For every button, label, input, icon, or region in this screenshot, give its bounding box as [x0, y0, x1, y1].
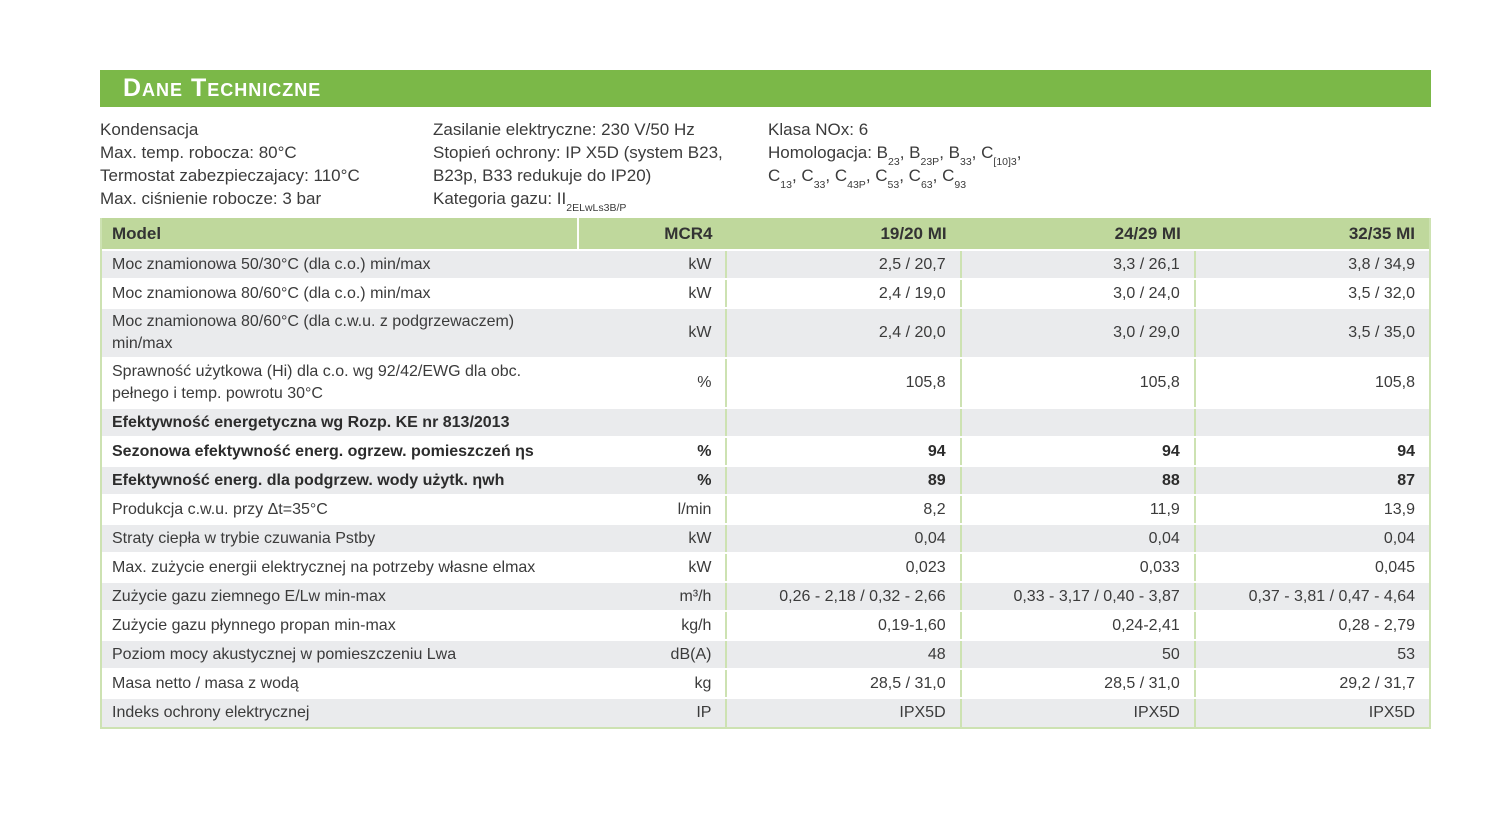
- spec-value: IPX5D: [726, 698, 960, 727]
- spec-label: Straty ciepła w trybie czuwania Pstby: [102, 524, 578, 553]
- spec-value: 0,28 - 2,79: [1195, 611, 1429, 640]
- spec-label: Max. zużycie energii elektrycznej na potrzeby własne elmax: [102, 553, 578, 582]
- spec-value: 105,8: [961, 358, 1195, 408]
- spec-value: 48: [726, 640, 960, 669]
- header-model: Model: [102, 218, 578, 250]
- table-row: [102, 279, 1429, 308]
- spec-label: Efektywność energ. dla podgrzew. wody użytk. ηwh: [102, 466, 578, 495]
- spec-label: Moc znamionowa 50/30°C (dla c.o.) min/max: [102, 250, 578, 279]
- table-row: [102, 524, 1429, 553]
- spec-value: 0,33 - 3,17 / 0,40 - 3,87: [961, 582, 1195, 611]
- intro-line: Max. ciśnienie robocze: 3 bar: [100, 189, 322, 208]
- spec-value: 3,0 / 29,0: [961, 308, 1195, 358]
- homologation-line-1: Homologacja: $B_{23}$, $B_{23P}$, $B_{33}$, $C_{[10]3}$,: [768, 143, 1022, 169]
- nox-class-line: Klasa NOx: 6: [768, 120, 869, 139]
- spec-unit: kg/h: [578, 611, 726, 640]
- spec-value: [726, 408, 960, 437]
- table-row: [102, 611, 1429, 640]
- spec-value: 0,023: [726, 553, 960, 582]
- intro-specs: [100, 118, 1431, 214]
- spec-value: 53: [1195, 640, 1429, 669]
- spec-label: Moc znamionowa 80/60°C (dla c.w.u. z podgrzewaczem) min/max: [102, 308, 578, 358]
- spec-value: 50: [961, 640, 1195, 669]
- header-model-32-35-mi: 32/35 MI: [1195, 218, 1429, 250]
- spec-value: 11,9: [961, 495, 1195, 524]
- table-row: [102, 466, 1429, 495]
- intro-line: Termostat zabezpieczajacy: 110°C: [100, 166, 360, 185]
- intro-line: Kondensacja: [100, 120, 199, 139]
- spec-value: 88: [961, 466, 1195, 495]
- table-row: [102, 308, 1429, 358]
- spec-unit: %: [578, 466, 726, 495]
- spec-unit: kW: [578, 279, 726, 308]
- spec-label: Efektywność energetyczna wg Rozp. KE nr 813/2013: [102, 408, 578, 437]
- spec-value: 13,9: [1195, 495, 1429, 524]
- spec-value: 0,37 - 3,81 / 0,47 - 4,64: [1195, 582, 1429, 611]
- spec-value: 94: [726, 437, 960, 466]
- spec-unit: m³/h: [578, 582, 726, 611]
- table-header-row: [102, 218, 1429, 250]
- spec-value: 0,04: [961, 524, 1195, 553]
- intro-line: B23p, B33 redukuje do IP20): [433, 166, 652, 185]
- table-row: [102, 250, 1429, 279]
- spec-value: [961, 408, 1195, 437]
- spec-value: 8,2: [726, 495, 960, 524]
- spec-value: 94: [1195, 437, 1429, 466]
- spec-value: 87: [1195, 466, 1429, 495]
- header-model-19-20-mi: 19/20 MI: [726, 218, 960, 250]
- spec-table-wrap: [100, 218, 1431, 729]
- spec-value: 105,8: [1195, 358, 1429, 408]
- spec-unit: kW: [578, 308, 726, 358]
- intro-column-electrical: [433, 118, 765, 215]
- spec-label: Produkcja c.w.u. przy Δt=35°C: [102, 495, 578, 524]
- header-model-24-29-mi: 24/29 MI: [961, 218, 1195, 250]
- table-row: [102, 669, 1429, 698]
- spec-label: Moc znamionowa 80/60°C (dla c.o.) min/max: [102, 279, 578, 308]
- spec-value: [1195, 408, 1429, 437]
- spec-unit: %: [578, 437, 726, 466]
- spec-label: Masa netto / masa z wodą: [102, 669, 578, 698]
- spec-unit: [578, 408, 726, 437]
- spec-value: 2,4 / 19,0: [726, 279, 960, 308]
- spec-value: 3,5 / 32,0: [1195, 279, 1429, 308]
- homologation-line-2: $C_{13}$, $C_{33}$, $C_{43P}$, $C_{53}$, $C_{63}$, $C_{93}$: [768, 166, 967, 192]
- spec-value: 3,8 / 34,9: [1195, 250, 1429, 279]
- section-title-bar: [100, 70, 1431, 107]
- spec-value: 3,5 / 35,0: [1195, 308, 1429, 358]
- spec-value: IPX5D: [1195, 698, 1429, 727]
- spec-label: Zużycie gazu płynnego propan min-max: [102, 611, 578, 640]
- intro-line: Stopień ochrony: IP X5D (system B23,: [433, 143, 723, 162]
- spec-unit: IP: [578, 698, 726, 727]
- table-row: [102, 408, 1429, 437]
- spec-label: Sprawność użytkowa (Hi) dla c.o. wg 92/42/EWG dla obc. pełnego i temp. powrotu 30°C: [102, 358, 578, 408]
- spec-unit: kW: [578, 553, 726, 582]
- spec-label: Indeks ochrony elektrycznej: [102, 698, 578, 727]
- spec-value: 89: [726, 466, 960, 495]
- spec-value: 28,5 / 31,0: [961, 669, 1195, 698]
- spec-value: 0,04: [1195, 524, 1429, 553]
- spec-unit: dB(A): [578, 640, 726, 669]
- table-row: [102, 358, 1429, 408]
- spec-value: IPX5D: [961, 698, 1195, 727]
- intro-column-homologation: [768, 118, 1188, 192]
- page-title: Dane Techniczne: [123, 74, 322, 102]
- intro-line: Max. temp. robocza: 80°C: [100, 143, 297, 162]
- spec-value: 2,4 / 20,0: [726, 308, 960, 358]
- gas-category-line: Kategoria gazu: $II_{2ELwLs3B/P}$: [433, 189, 627, 215]
- spec-value: 105,8: [726, 358, 960, 408]
- spec-unit: kg: [578, 669, 726, 698]
- spec-value: 3,0 / 24,0: [961, 279, 1195, 308]
- spec-label: Sezonowa efektywność energ. ogrzew. pomieszczeń ηs: [102, 437, 578, 466]
- intro-column-general: [100, 118, 430, 210]
- spec-value: 3,3 / 26,1: [961, 250, 1195, 279]
- spec-value: 0,24-2,41: [961, 611, 1195, 640]
- spec-value: 0,033: [961, 553, 1195, 582]
- spec-unit: kW: [578, 524, 726, 553]
- spec-value: 0,04: [726, 524, 960, 553]
- table-row: [102, 582, 1429, 611]
- spec-label: Poziom mocy akustycznej w pomieszczeniu Lwa: [102, 640, 578, 669]
- table-row: [102, 698, 1429, 727]
- table-row: [102, 640, 1429, 669]
- spec-table-body: [102, 250, 1429, 727]
- table-row: [102, 495, 1429, 524]
- spec-unit: l/min: [578, 495, 726, 524]
- spec-table: [102, 218, 1429, 727]
- spec-value: 28,5 / 31,0: [726, 669, 960, 698]
- spec-value: 0,19-1,60: [726, 611, 960, 640]
- header-series-mcr4: MCR4: [578, 218, 726, 250]
- intro-line: Zasilanie elektryczne: 230 V/50 Hz: [433, 120, 695, 139]
- spec-value: 94: [961, 437, 1195, 466]
- spec-unit: %: [578, 358, 726, 408]
- spec-value: 2,5 / 20,7: [726, 250, 960, 279]
- spec-value: 29,2 / 31,7: [1195, 669, 1429, 698]
- table-row: [102, 553, 1429, 582]
- table-row: [102, 437, 1429, 466]
- spec-value: 0,26 - 2,18 / 0,32 - 2,66: [726, 582, 960, 611]
- spec-label: Zużycie gazu ziemnego E/Lw min-max: [102, 582, 578, 611]
- spec-value: 0,045: [1195, 553, 1429, 582]
- spec-unit: kW: [578, 250, 726, 279]
